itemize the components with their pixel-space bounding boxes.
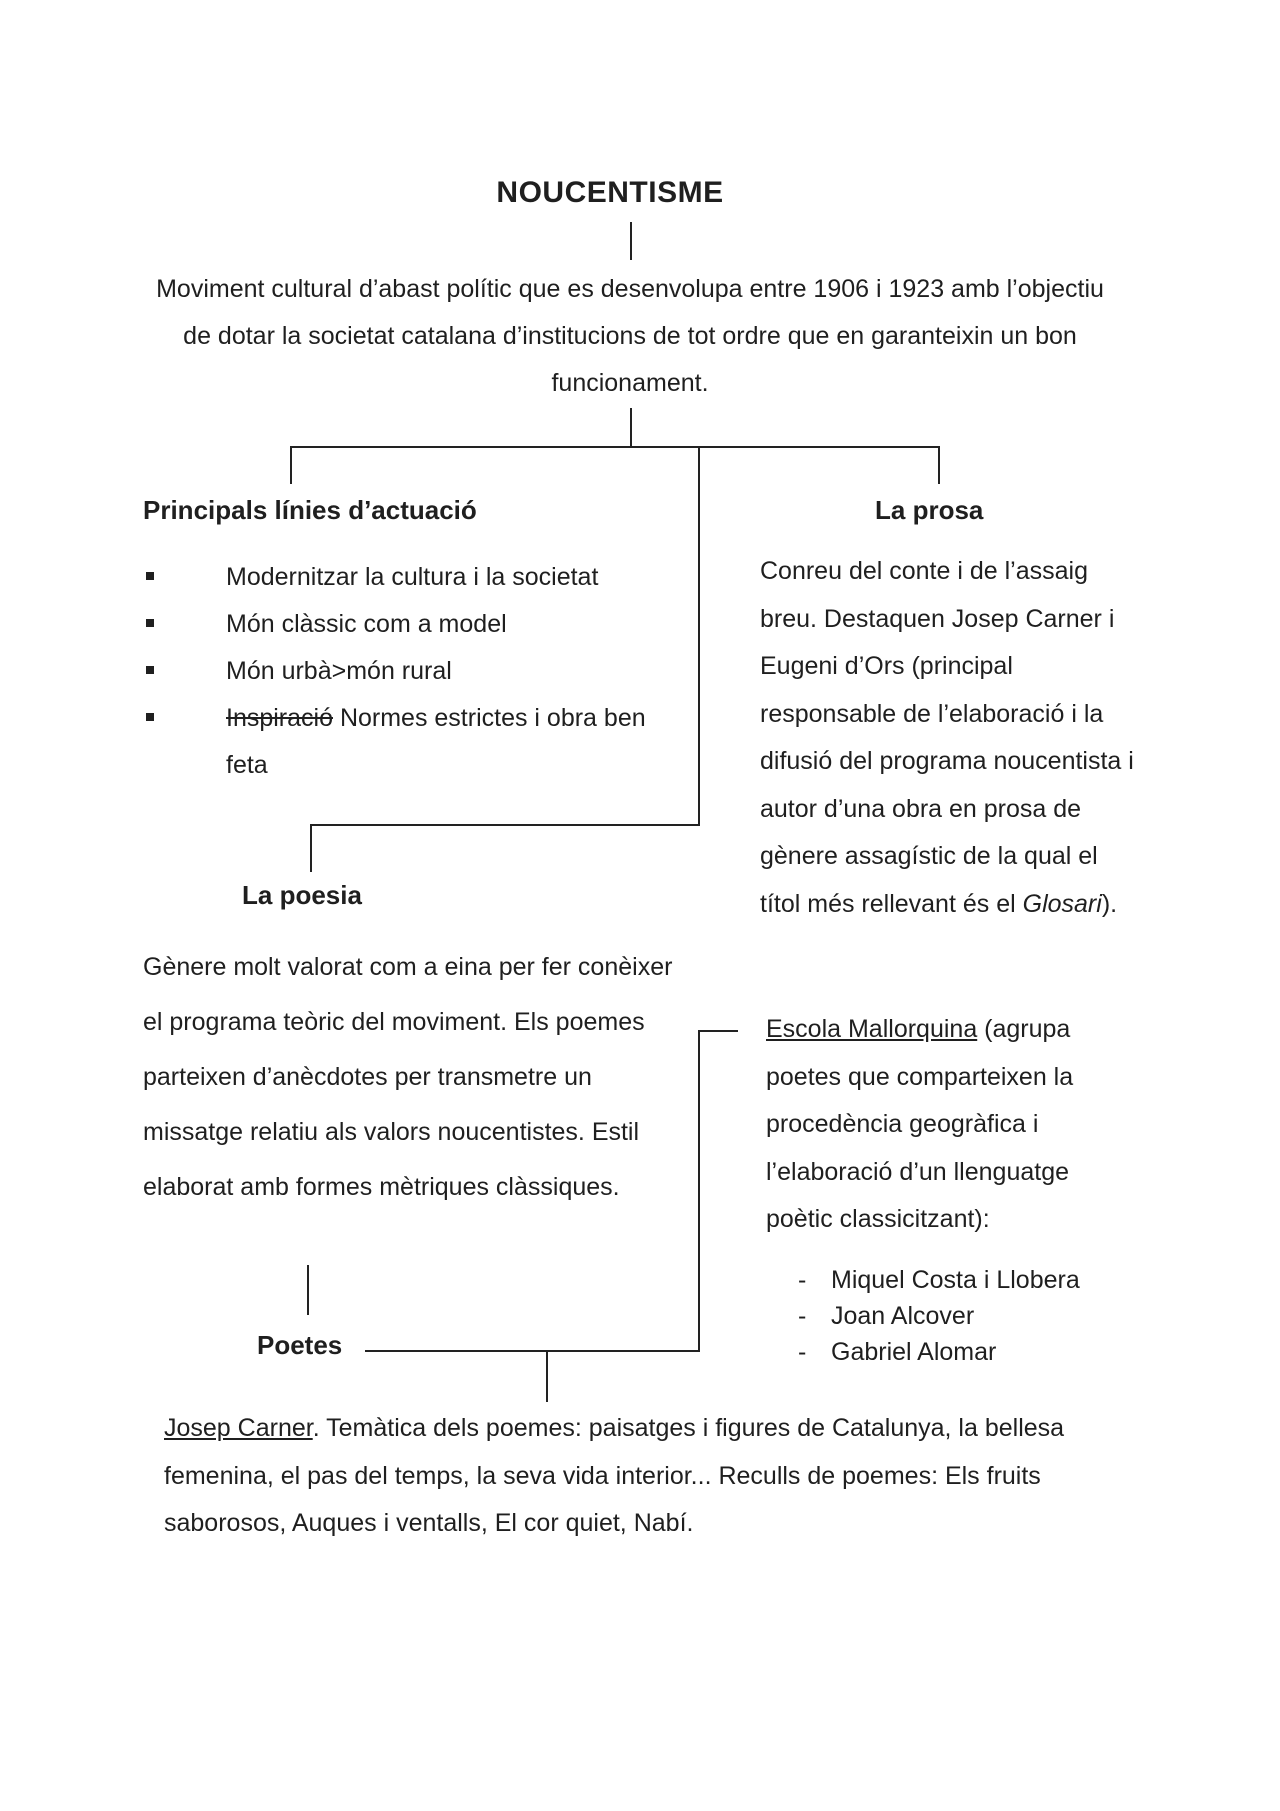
prosa-text	[760, 548, 1140, 928]
page-title: NOUCENTISME	[496, 176, 724, 209]
connector-escola-horizontal	[698, 1030, 738, 1032]
poesia-heading: La poesia	[242, 880, 362, 910]
list-item: - Joan Alcover	[798, 1298, 1138, 1334]
connector-branch-middle	[698, 446, 700, 826]
connector-poesia-poetes	[307, 1265, 309, 1315]
list-item: Món urbà>món rural	[146, 648, 686, 695]
list-item-text: Normes estrictes i obra ben feta	[226, 704, 646, 779]
poesia-text: Gènere molt valorat com a eina per fer conèixer el programa teòric del moviment. Els poemes parteixen d’anècdotes per transmetre un missatge relatiu als valors noucentistes. Estil elaborat amb formes mètriques clàssiques.	[143, 953, 673, 1201]
carner-name: Josep Carner	[164, 1414, 313, 1442]
intro-text: Moviment cultural d’abast polític que es desenvolupa entre 1906 i 1923 amb l’objectiu de dotar la societat catalana d’institucions de tot ordre que en garanteixin un bon funcionament.	[156, 275, 1104, 397]
principals-heading: Principals línies d’actuació	[143, 495, 477, 525]
escola-desc: (agrupa poetes que comparteixen la procedència geogràfica i l’elaboració d’un llenguatge poètic classicitzant):	[766, 1015, 1074, 1233]
connector-intro-down	[630, 408, 632, 448]
prosa-end: ).	[1101, 889, 1118, 918]
connector-poetes-down	[546, 1350, 548, 1402]
connector-to-poesia-down	[310, 824, 312, 872]
principals-list	[146, 554, 686, 789]
carner-desc: . Temàtica dels poemes: paisatges i figures de Catalunya, la bellesa femenina, el pas del temps, la seva vida interior... Reculls de poemes: Els fruits saborosos, Auques i ventalls, El cor quiet, Nabí.	[164, 1414, 1065, 1537]
list-item: Modernitzar la cultura i la societat	[146, 554, 686, 601]
list-item	[146, 695, 686, 789]
connector-escola-vertical	[698, 1030, 700, 1352]
prosa-heading: La prosa	[875, 495, 984, 525]
list-item: Món clàssic com a model	[146, 601, 686, 648]
connector-poetes-horizontal	[365, 1350, 700, 1352]
connector-branch-right	[938, 446, 940, 484]
poetes-heading: Poetes	[257, 1330, 343, 1360]
prosa-title-italic: Glosari	[1022, 889, 1102, 918]
connector-to-poesia-horizontal	[310, 824, 700, 826]
carner-text	[164, 1405, 1104, 1548]
struck-word: Inspiració	[226, 704, 333, 732]
list-item: - Miquel Costa i Llobera	[798, 1262, 1138, 1298]
escola-name: Escola Mallorquina	[766, 1015, 978, 1043]
escola-poets-list	[798, 1262, 1138, 1370]
connector-branch-horizontal	[290, 446, 940, 448]
connector-branch-left	[290, 446, 292, 484]
escola-text	[766, 1006, 1126, 1244]
prosa-body: Conreu del conte i de l’assaig breu. Destaquen Josep Carner i Eugeni d’Ors (principal responsable de l’elaboració i la difusió del programa noucentista i autor d’una obra en prosa de gènere assagístic de la qual el títol més rellevant és el	[760, 557, 1134, 918]
list-item: - Gabriel Alomar	[798, 1334, 1138, 1370]
connector-title-intro	[630, 222, 632, 260]
